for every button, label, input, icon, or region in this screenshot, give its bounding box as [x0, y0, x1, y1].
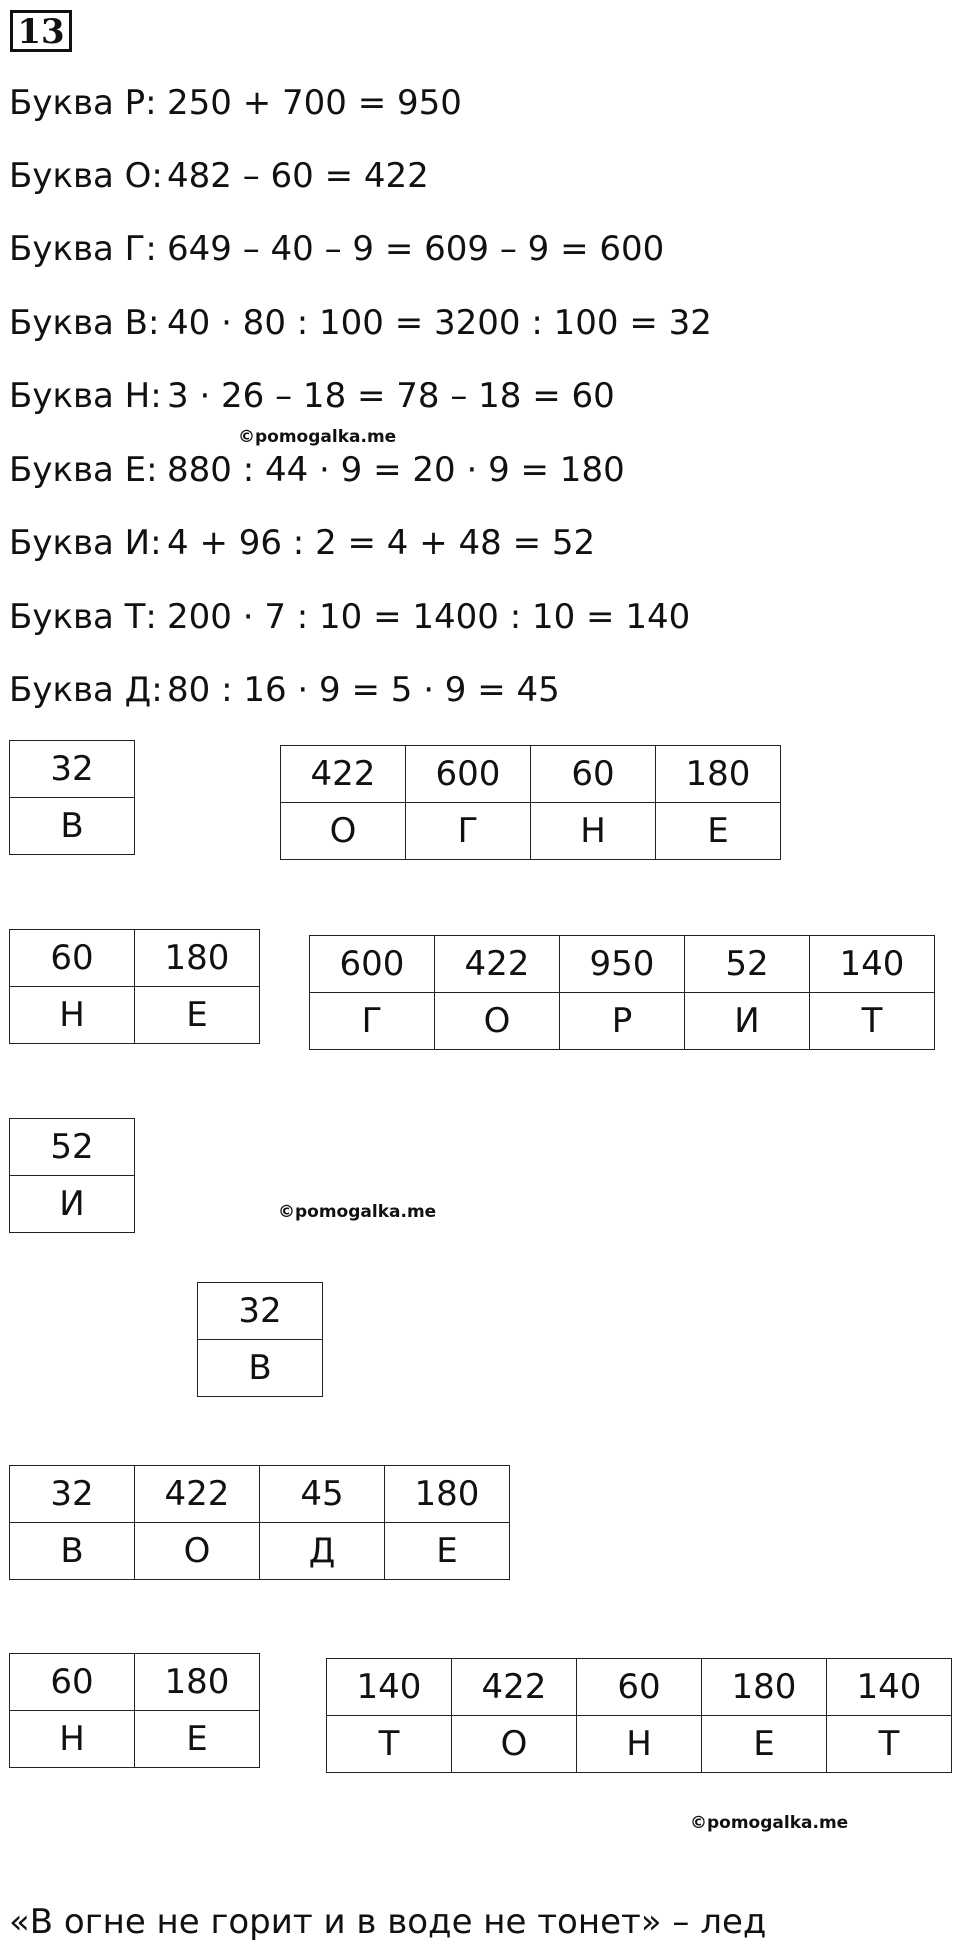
- letters-row: [281, 803, 781, 860]
- letter-cell: Н: [531, 803, 656, 860]
- number-cell: 180: [135, 1654, 260, 1711]
- cipher-table: [326, 1658, 952, 1773]
- watermark: ©pomogalka.me: [690, 1813, 849, 1833]
- numbers-row: [10, 1654, 260, 1711]
- equation-expression: 649 – 40 – 9 = 609 – 9 = 600: [167, 229, 665, 269]
- equation-expression: 80 : 16 · 9 = 5 · 9 = 45: [167, 670, 560, 710]
- answer-text: «В огне не горит и в воде не тонет» – лед: [9, 1902, 767, 1942]
- equation-t: [9, 592, 690, 642]
- equation-expression: 4 + 96 : 2 = 4 + 48 = 52: [167, 523, 596, 563]
- watermark: ©pomogalka.me: [238, 427, 397, 447]
- letter-cell: О: [281, 803, 406, 860]
- number-cell: 60: [10, 1654, 135, 1711]
- letter-cell: Н: [577, 1716, 702, 1773]
- number-cell: 60: [10, 930, 135, 987]
- letter-cell: В: [10, 798, 135, 855]
- numbers-row: [10, 1119, 135, 1176]
- number-cell: 32: [198, 1283, 323, 1340]
- letter-cell: В: [198, 1340, 323, 1397]
- letter-cell: Е: [702, 1716, 827, 1773]
- letters-row: [10, 1523, 510, 1580]
- letter-cell: Т: [810, 993, 935, 1050]
- number-cell: 180: [135, 930, 260, 987]
- letter-cell: Е: [656, 803, 781, 860]
- letters-row: [10, 1176, 135, 1233]
- number-cell: 600: [310, 936, 435, 993]
- numbers-row: [10, 741, 135, 798]
- letters-row: [327, 1716, 952, 1773]
- letters-row: [10, 1711, 260, 1768]
- equation-v: [9, 298, 712, 348]
- letters-row: [10, 798, 135, 855]
- number-cell: 422: [435, 936, 560, 993]
- letter-cell: Е: [135, 987, 260, 1044]
- cipher-table: [9, 1653, 260, 1768]
- letters-row: [310, 993, 935, 1050]
- number-cell: 140: [810, 936, 935, 993]
- letter-cell: Н: [10, 1711, 135, 1768]
- equation-n: [9, 371, 615, 421]
- number-cell: 52: [10, 1119, 135, 1176]
- equation-label: Буква И:: [9, 523, 162, 563]
- watermark: ©pomogalka.me: [278, 1202, 437, 1222]
- number-cell: 950: [560, 936, 685, 993]
- letter-cell: Г: [310, 993, 435, 1050]
- number-cell: 52: [685, 936, 810, 993]
- equation-label: Буква Е:: [9, 450, 158, 490]
- equation-expression: 880 : 44 · 9 = 20 · 9 = 180: [167, 450, 625, 490]
- equation-expression: 250 + 700 = 950: [167, 83, 462, 123]
- numbers-row: [10, 1466, 510, 1523]
- equation-i: [9, 518, 595, 568]
- numbers-row: [281, 746, 781, 803]
- number-cell: 422: [135, 1466, 260, 1523]
- equation-label: Буква Н:: [9, 376, 162, 416]
- number-cell: 140: [827, 1659, 952, 1716]
- letter-cell: О: [452, 1716, 577, 1773]
- equation-g: [9, 224, 664, 274]
- cipher-table: [9, 1118, 135, 1233]
- letter-cell: И: [685, 993, 810, 1050]
- equation-label: Буква Д:: [9, 670, 163, 710]
- number-cell: 422: [281, 746, 406, 803]
- cipher-table: [197, 1282, 323, 1397]
- equation-r: [9, 78, 462, 128]
- equation-e: [9, 445, 625, 495]
- letter-cell: Г: [406, 803, 531, 860]
- number-cell: 60: [531, 746, 656, 803]
- equation-expression: 482 – 60 = 422: [167, 156, 429, 196]
- letter-cell: О: [135, 1523, 260, 1580]
- number-cell: 180: [702, 1659, 827, 1716]
- letter-cell: Р: [560, 993, 685, 1050]
- letter-cell: Е: [385, 1523, 510, 1580]
- number-cell: 180: [385, 1466, 510, 1523]
- equation-label: Буква Р:: [9, 83, 157, 123]
- letter-cell: В: [10, 1523, 135, 1580]
- numbers-row: [198, 1283, 323, 1340]
- cipher-table: [9, 1465, 510, 1580]
- cipher-table: [280, 745, 781, 860]
- equation-label: Буква Г:: [9, 229, 157, 269]
- number-cell: 32: [10, 1466, 135, 1523]
- equation-label: Буква О:: [9, 156, 163, 196]
- cipher-table: [309, 935, 935, 1050]
- letters-row: [10, 987, 260, 1044]
- equation-label: Буква В:: [9, 303, 160, 343]
- letter-cell: Н: [10, 987, 135, 1044]
- letter-cell: Д: [260, 1523, 385, 1580]
- number-cell: 180: [656, 746, 781, 803]
- number-cell: 600: [406, 746, 531, 803]
- numbers-row: [310, 936, 935, 993]
- cipher-table: [9, 740, 135, 855]
- number-cell: 422: [452, 1659, 577, 1716]
- equation-d: [9, 665, 560, 715]
- number-cell: 45: [260, 1466, 385, 1523]
- numbers-row: [10, 930, 260, 987]
- number-cell: 60: [577, 1659, 702, 1716]
- letter-cell: О: [435, 993, 560, 1050]
- numbers-row: [327, 1659, 952, 1716]
- number-cell: 140: [327, 1659, 452, 1716]
- number-cell: 32: [10, 741, 135, 798]
- equation-expression: 40 · 80 : 100 = 3200 : 100 = 32: [167, 303, 712, 343]
- equation-o: [9, 151, 429, 201]
- letter-cell: Т: [827, 1716, 952, 1773]
- equation-expression: 200 · 7 : 10 = 1400 : 10 = 140: [167, 597, 691, 637]
- letters-row: [198, 1340, 323, 1397]
- equation-expression: 3 · 26 – 18 = 78 – 18 = 60: [167, 376, 615, 416]
- letter-cell: Е: [135, 1711, 260, 1768]
- letter-cell: И: [10, 1176, 135, 1233]
- cipher-table: [9, 929, 260, 1044]
- task-number: 13: [10, 10, 72, 52]
- letter-cell: Т: [327, 1716, 452, 1773]
- equation-label: Буква Т:: [9, 597, 157, 637]
